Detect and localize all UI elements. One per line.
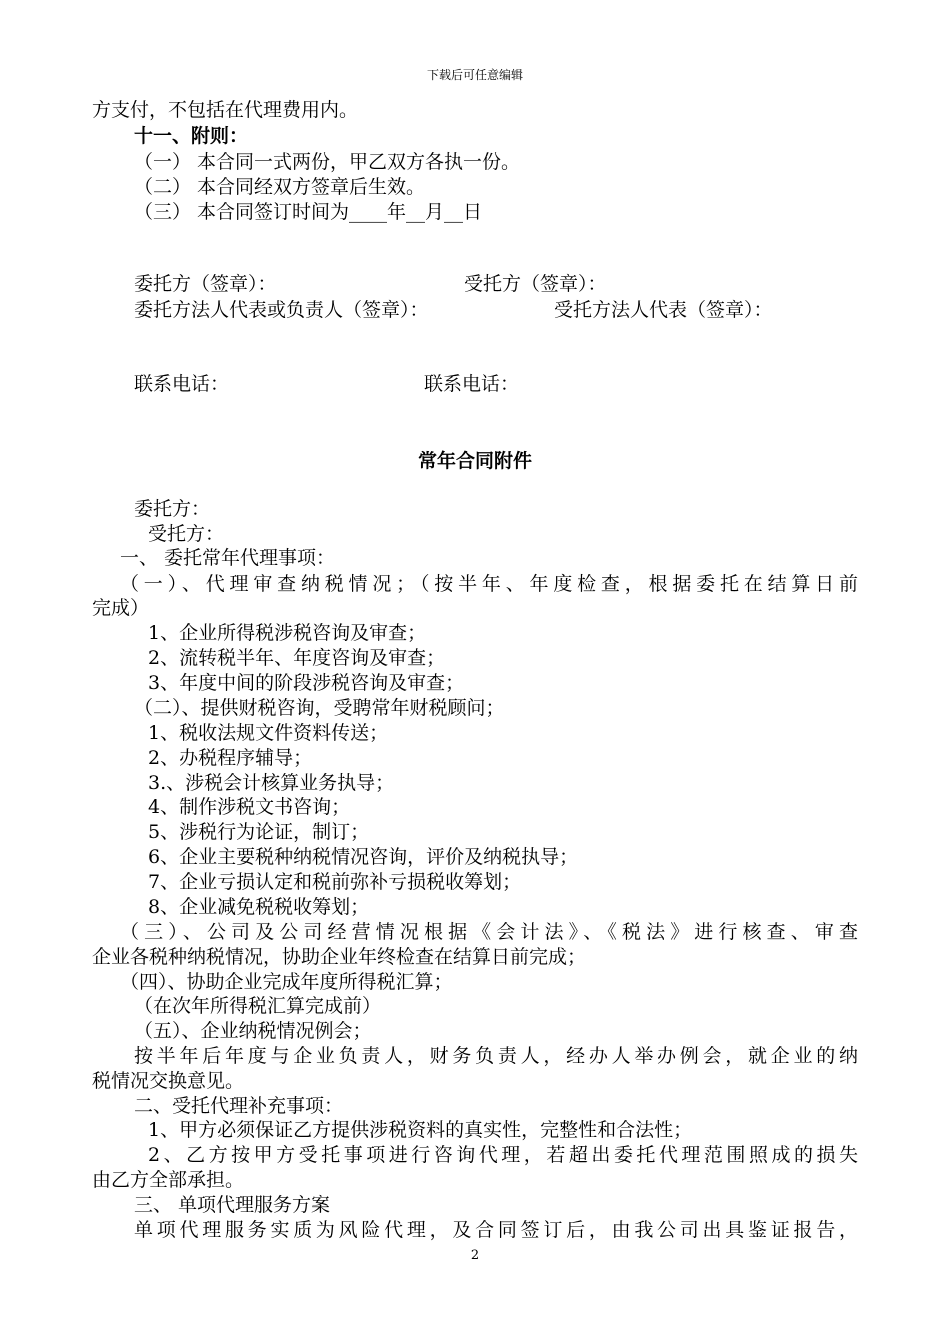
text-line: （二） 本合同经双方签章后生效。 (134, 176, 426, 198)
list-item: 8、企业减免税税收筹划； (148, 896, 370, 918)
page-header: 下载后可任意编辑 (426, 68, 523, 82)
text-line: （一）、代理审查纳税情况；（按半年、年度检查，根据委托在结算日前 (120, 573, 858, 595)
list-item: 4、制作涉税文书咨询； (148, 796, 351, 818)
section-heading: 三、 单项代理服务方案 (134, 1194, 331, 1216)
list-item: 7、企业亏损认定和税前弥补亏损税收筹划； (148, 871, 522, 893)
client-label: 委托方： (134, 498, 211, 520)
list-item: 2、办税程序辅导； (148, 747, 313, 769)
text-line: （三） 本合同签订时间为____年__月__日 (134, 201, 483, 223)
list-item: 2、流转税半年、年度咨询及审查； (148, 647, 446, 669)
text-line: 税情况交换意见。 (92, 1070, 245, 1092)
text-line: 由乙方全部承担。 (92, 1169, 245, 1191)
text-line: 按半年后年度与企业负责人，财务负责人，经办人举办例会，就企业的纳 (134, 1045, 858, 1067)
page-number: 2 (470, 1248, 480, 1263)
text-line: 完成） (92, 597, 150, 619)
text-line: 企业各税种纳税情况，协助企业年终检查在结算日前完成； (92, 946, 587, 968)
agent-label: 受托方： (148, 523, 225, 545)
list-item: 1、税收法规文件资料传送； (148, 722, 389, 744)
agent-legal-rep-label: 受托方法人代表（签章）： (554, 299, 773, 321)
text-line: （在次年所得税汇算完成前） (134, 995, 382, 1017)
text-line: （二）、提供财税咨询，受聘常年财税顾问； (134, 697, 505, 719)
list-item: 1、甲方必须保证乙方提供涉税资料的真实性，完整性和合法性； (148, 1119, 693, 1141)
section-heading: 二、受托代理补充事项： (134, 1095, 344, 1117)
client-phone-label: 联系电话： (134, 373, 230, 395)
text-line: （五）、企业纳税情况例会； (134, 1020, 372, 1042)
text-line: 单项代理服务实质为风险代理，及合同签订后，由我公司出具鉴证报告， (134, 1219, 858, 1241)
list-item: 1、企业所得税涉税咨询及审查； (148, 622, 427, 644)
list-item: 3、年度中间的阶段涉税咨询及审查； (148, 672, 465, 694)
text-line: 方支付，不包括在代理费用内。 (92, 99, 359, 121)
text-line: （三）、公司及公司经营情况根据《会计法》、《税法》进行核查、审查 (120, 921, 858, 943)
list-item: 5、涉税行为论证，制订； (148, 821, 370, 843)
text-line: （四）、协助企业完成年度所得税汇算； (120, 971, 453, 993)
list-item: 3.、涉税会计核算业务执导； (148, 772, 395, 794)
client-signature-label: 委托方（签章）： (134, 273, 277, 295)
text-line: （一） 本合同一式两份，甲乙双方各执一份。 (134, 151, 521, 173)
section-heading: 一、 委托常年代理事项： (120, 547, 336, 569)
client-legal-rep-label: 委托方法人代表或负责人（签章）： (134, 299, 429, 321)
list-item: 2、乙方按甲方受托事项进行咨询代理，若超出委托代理范围照成的损失 (148, 1144, 858, 1166)
agent-phone-label: 联系电话： (424, 373, 520, 395)
list-item: 6、企业主要税种纳税情况咨询，评价及纳税执导； (148, 846, 579, 868)
agent-signature-label: 受托方（签章）： (464, 273, 607, 295)
annex-title: 常年合同附件 (417, 450, 532, 472)
section-heading: 十一、附则： (134, 125, 249, 147)
